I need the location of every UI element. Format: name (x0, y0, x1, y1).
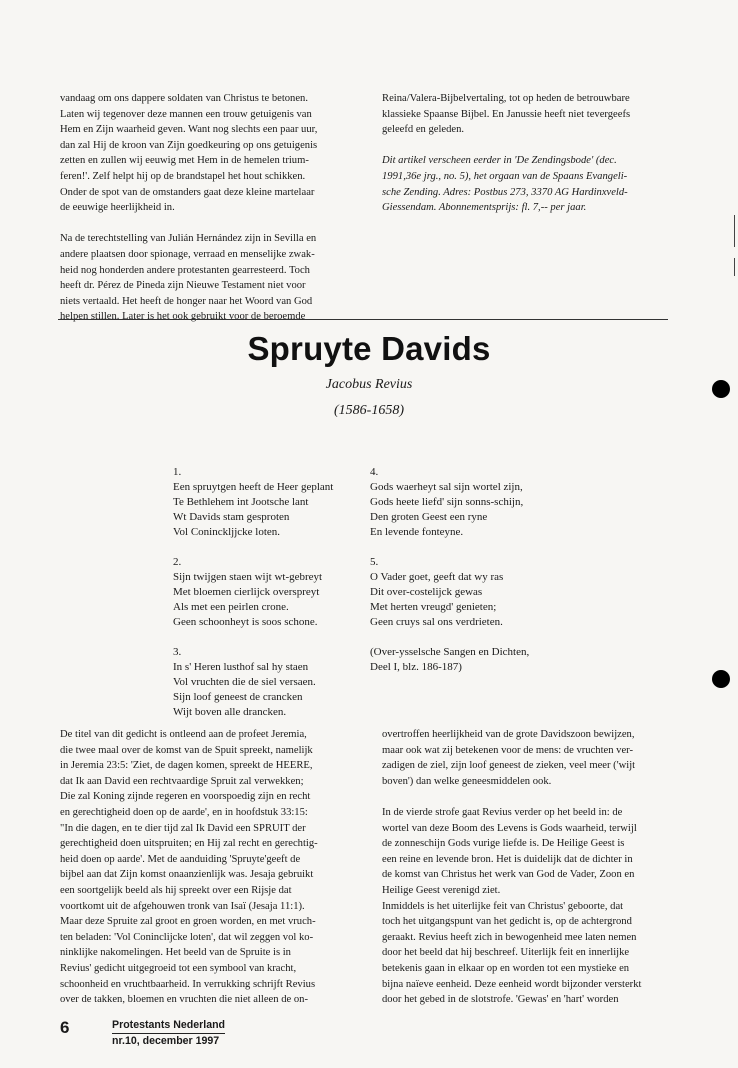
text-line: de komst van Christus het werk van God de Vader, Zoon en (382, 869, 635, 881)
text-line: toch het uitgangspunt van het gedicht is, op de achtergrond (382, 916, 632, 928)
section-divider (58, 319, 668, 320)
text-line: zadigen de ziel, zijn loof geneest de zieken, veel meer ('wijt (382, 760, 636, 772)
text-line: Revius' gedicht uitgegroeid tot een symbool van kracht, (60, 962, 297, 974)
poem-line: Geen schoonheyt is soos schone. (173, 616, 318, 628)
text-line: In de vierde strofe gaat Revius verder op het beeld in: de (382, 806, 623, 818)
author-years: (1586-1658) (334, 403, 404, 418)
text-line: geleefd en geleden. (382, 124, 465, 136)
source-line: Deel I, blz. 186-187) (370, 661, 462, 673)
poem-stanza (370, 465, 580, 540)
text-line: dat Ik aan David een rechtvaardige Spruit zal verwekken; (60, 775, 304, 787)
poem-stanza (173, 645, 373, 720)
stanza-number: 2. (173, 556, 182, 568)
bottom-left-column (60, 727, 349, 1008)
text-line: de zonneschijn Gods vurige liefde is. De Heilige Geest is (382, 838, 625, 850)
poem-line: Geen cruys sal ons verdrieten. (370, 616, 503, 628)
text-line: vandaag om ons dappere soldaten van Christus te betonen. (60, 93, 309, 104)
poem-line: Den groten Geest een ryne (370, 511, 488, 523)
text-line: Maar deze Spruite zal groot en groen worden, en met vruch- (60, 916, 316, 928)
text-line: die twee maal over de komst van de Spuit spreekt, namelijk (60, 744, 313, 756)
text-line: Dit artikel verscheen eerder in 'De Zendingsbode' (dec. (382, 155, 617, 167)
article-author: Jacobus Revius (325, 377, 413, 392)
text-line: heid nog honderden andere protestanten gearresteerd. Toch (60, 264, 310, 276)
text-line: een reine en levende bron. Het is duidelijk dat de dichter in (382, 853, 633, 865)
text-line: gerechtigheid doen uitspruiten; en Hij zal recht en gerechtig- (60, 838, 318, 850)
text-line: in Jeremia 23:5: 'Ziet, de dagen komen, spreekt de HEERE, (60, 760, 313, 772)
text-line: de eeuwige heerlijkheid in. (60, 202, 175, 214)
text-line: betekenis gaan in elkaar op en worden tot een mystieke en (382, 962, 630, 974)
text-line: sche Zending. Adres: Postbus 273, 3370 AG Hardinxveld- (382, 186, 628, 198)
margin-mark (734, 215, 735, 247)
poem-line: Als met een peirlen crone. (173, 601, 289, 613)
poem-line: Dit over-costelijck gewas (370, 586, 483, 598)
poem-line: Te Bethlehem int Jootsche lant (173, 496, 309, 508)
poem-right-column (370, 465, 580, 675)
text-line: voortkomt uit de afgehouwen tronk van Isaï (Jesaja 11:1). (60, 900, 305, 912)
poem-line: Vol Coninckljjcke loten. (173, 526, 281, 538)
top-left-para2 (60, 231, 348, 325)
poem-stanza (370, 555, 580, 630)
bottom-right-column (382, 727, 669, 1008)
issue-info: nr.10, december 1997 (112, 1035, 220, 1047)
text-line: niets vertaald. Het heeft de honger naar het Woord van God (60, 295, 313, 307)
text-line: Inmiddels is het uiterlijke feit van Christus' geboorte, dat (382, 900, 624, 912)
text-line: door het beeld dat hij beschreef. Uiterlijk feit en innerlijke (382, 947, 630, 959)
text-line: feren!'. Zelf helpt hij op de brandstapel het hout schikken. (60, 170, 306, 182)
stanza-number: 4. (370, 466, 379, 478)
poem-line: Sijn loof geneest de crancken (173, 691, 303, 703)
text-line: bijbel aan dat Zijn komst onaanzienlijk was. Jesaja gebruikt (60, 869, 314, 881)
text-line: Laten wij tegenover deze mannen een trouw getuigenis van (60, 108, 312, 120)
text-line: maar ook wat zij betekenen voor de mens: de vruchten ver- (382, 744, 633, 756)
poem-left-column (173, 465, 373, 735)
poem-line: Gods waerheyt sal sijn wortel zijn, (370, 481, 523, 493)
stanza-number: 1. (173, 466, 182, 478)
publication-footer (112, 1018, 225, 1048)
text-line: Hem en Zijn waarheid geven. Want nog slechts een paar uur, (60, 124, 318, 136)
text-line: ten beladen: 'Vol Coninclijcke loten', dat wil zeggen vol ko- (60, 931, 314, 943)
bottom-right-para1 (382, 727, 669, 789)
top-right-para1 (382, 91, 669, 138)
text-line: Na de terechtstelling van Julián Hernández zijn in Sevilla en (60, 233, 317, 245)
text-line: Onder de spot van de omstanders gaat deze kleine martelaar (60, 186, 315, 198)
binder-hole-top (712, 380, 730, 398)
text-line: een soortgelijk beeld als hij spreekt over een Rijsje dat (60, 884, 292, 896)
poem-line: Met herten vreugd' genieten; (370, 601, 497, 613)
text-line: boven') dan welke geneesmiddelen ook. (382, 775, 552, 787)
poem-line: In s' Heren lusthof sal hy staen (173, 661, 309, 673)
text-line: "In die dagen, en te dier tijd zal Ik David een SPRUIT der (60, 822, 306, 834)
poem-stanza (173, 465, 373, 540)
poem-line: Vol vruchten die de siel versaen. (173, 676, 316, 688)
text-line: zetten en zullen wij eeuwig met Hem in de hemelen trium- (60, 155, 309, 167)
stanza-number: 5. (370, 556, 379, 568)
poem-line: En levende fonteyne. (370, 526, 464, 538)
text-line: Reina/Valera-Bijbelvertaling, tot op heden de betrouwbare (382, 93, 630, 104)
binder-hole-bottom (712, 670, 730, 688)
text-line: andere plaatsen door spionage, verraad en menselijke zwak- (60, 248, 315, 260)
page-number: 6 (60, 1018, 70, 1037)
text-line: geraakt. Revius heeft zich in bewogenheid mee laten nemen (382, 931, 637, 943)
text-line: dan zal Hij de kroon van Zijn goedkeuring op ons getuigenis (60, 139, 318, 151)
text-line: helpen stillen. Later is het ook gebruikt voor de beroemde (60, 311, 306, 323)
text-line: heid doen op aarde'. Met de aanduiding 'Spruyte'geeft de (60, 853, 301, 865)
top-left-para1 (60, 91, 348, 216)
top-right-column (382, 91, 669, 216)
text-line: Giessendam. Abonnementsprijs: fl. 7,-- per jaar. (382, 202, 587, 214)
poem-line: Met bloemen cierlijck overspreyt (173, 586, 320, 598)
article-source-note (382, 153, 669, 215)
poem-line: Wt Davids stam gesproten (173, 511, 290, 523)
text-line: over de takken, bloemen en vruchten die niet alleen de on- (60, 994, 308, 1006)
bottom-right-para2 (382, 805, 669, 1008)
text-line: wortel van deze Boom des Levens is Gods waarheid, terwijl (382, 822, 637, 834)
margin-mark (734, 258, 735, 276)
poem-line: Wijt boven alle drancken. (173, 706, 287, 718)
text-line: De titel van dit gedicht is ontleend aan de profeet Jeremia, (60, 729, 307, 740)
stanza-number: 3. (173, 646, 182, 658)
text-line: klassieke Spaanse Bijbel. En Janussie heeft niet tevergeefs (382, 108, 631, 120)
text-line: en gerechtigheid doen op de aarde', en in hoofdstuk 33:15: (60, 806, 308, 818)
text-line: 1991,36e jrg., no. 5), het orgaan van de Spaans Evangeli- (382, 170, 628, 182)
source-line: (Over-ysselsche Sangen en Dichten, (370, 646, 530, 658)
poem-line: Gods heete liefd' sijn sonns-schijn, (370, 496, 524, 508)
text-line: Heilige Geest verenigd ziet. (382, 884, 501, 896)
text-line: door het gebed in de slotstrofe. 'Gewas' en 'hart' worden (382, 994, 619, 1006)
poem-stanza (173, 555, 373, 630)
text-line: heeft dr. Pérez de Pineda zijn Nieuwe Testament niet voor (60, 280, 306, 292)
article-title: Spruyte Davids (247, 330, 491, 367)
poem-line: Een spruytgen heeft de Heer geplant (173, 481, 334, 493)
text-line: bijna naïeve eenheid. Deze eenheid wordt bijzonder versterkt (382, 978, 642, 990)
text-line: schoonheid en vruchtbaarheid. In verrukking schrijft Revius (60, 978, 316, 990)
poem-line: Sijn twijgen staen wijt wt-gebreyt (173, 571, 323, 583)
text-line: Die zal Koning zijnde regeren en voorspoedig zijn en recht (60, 791, 311, 803)
poem-line: O Vader goet, geeft dat wy ras (370, 571, 504, 583)
text-line: ninklijke nakomelingen. Het beeld van de Spruite is in (60, 947, 291, 959)
publication-name: Protestants Nederland (112, 1018, 225, 1034)
top-left-column (60, 91, 348, 325)
text-line: overtroffen heerlijkheid van de grote Davidszoon bewijzen, (382, 729, 635, 740)
poem-source (370, 645, 580, 675)
